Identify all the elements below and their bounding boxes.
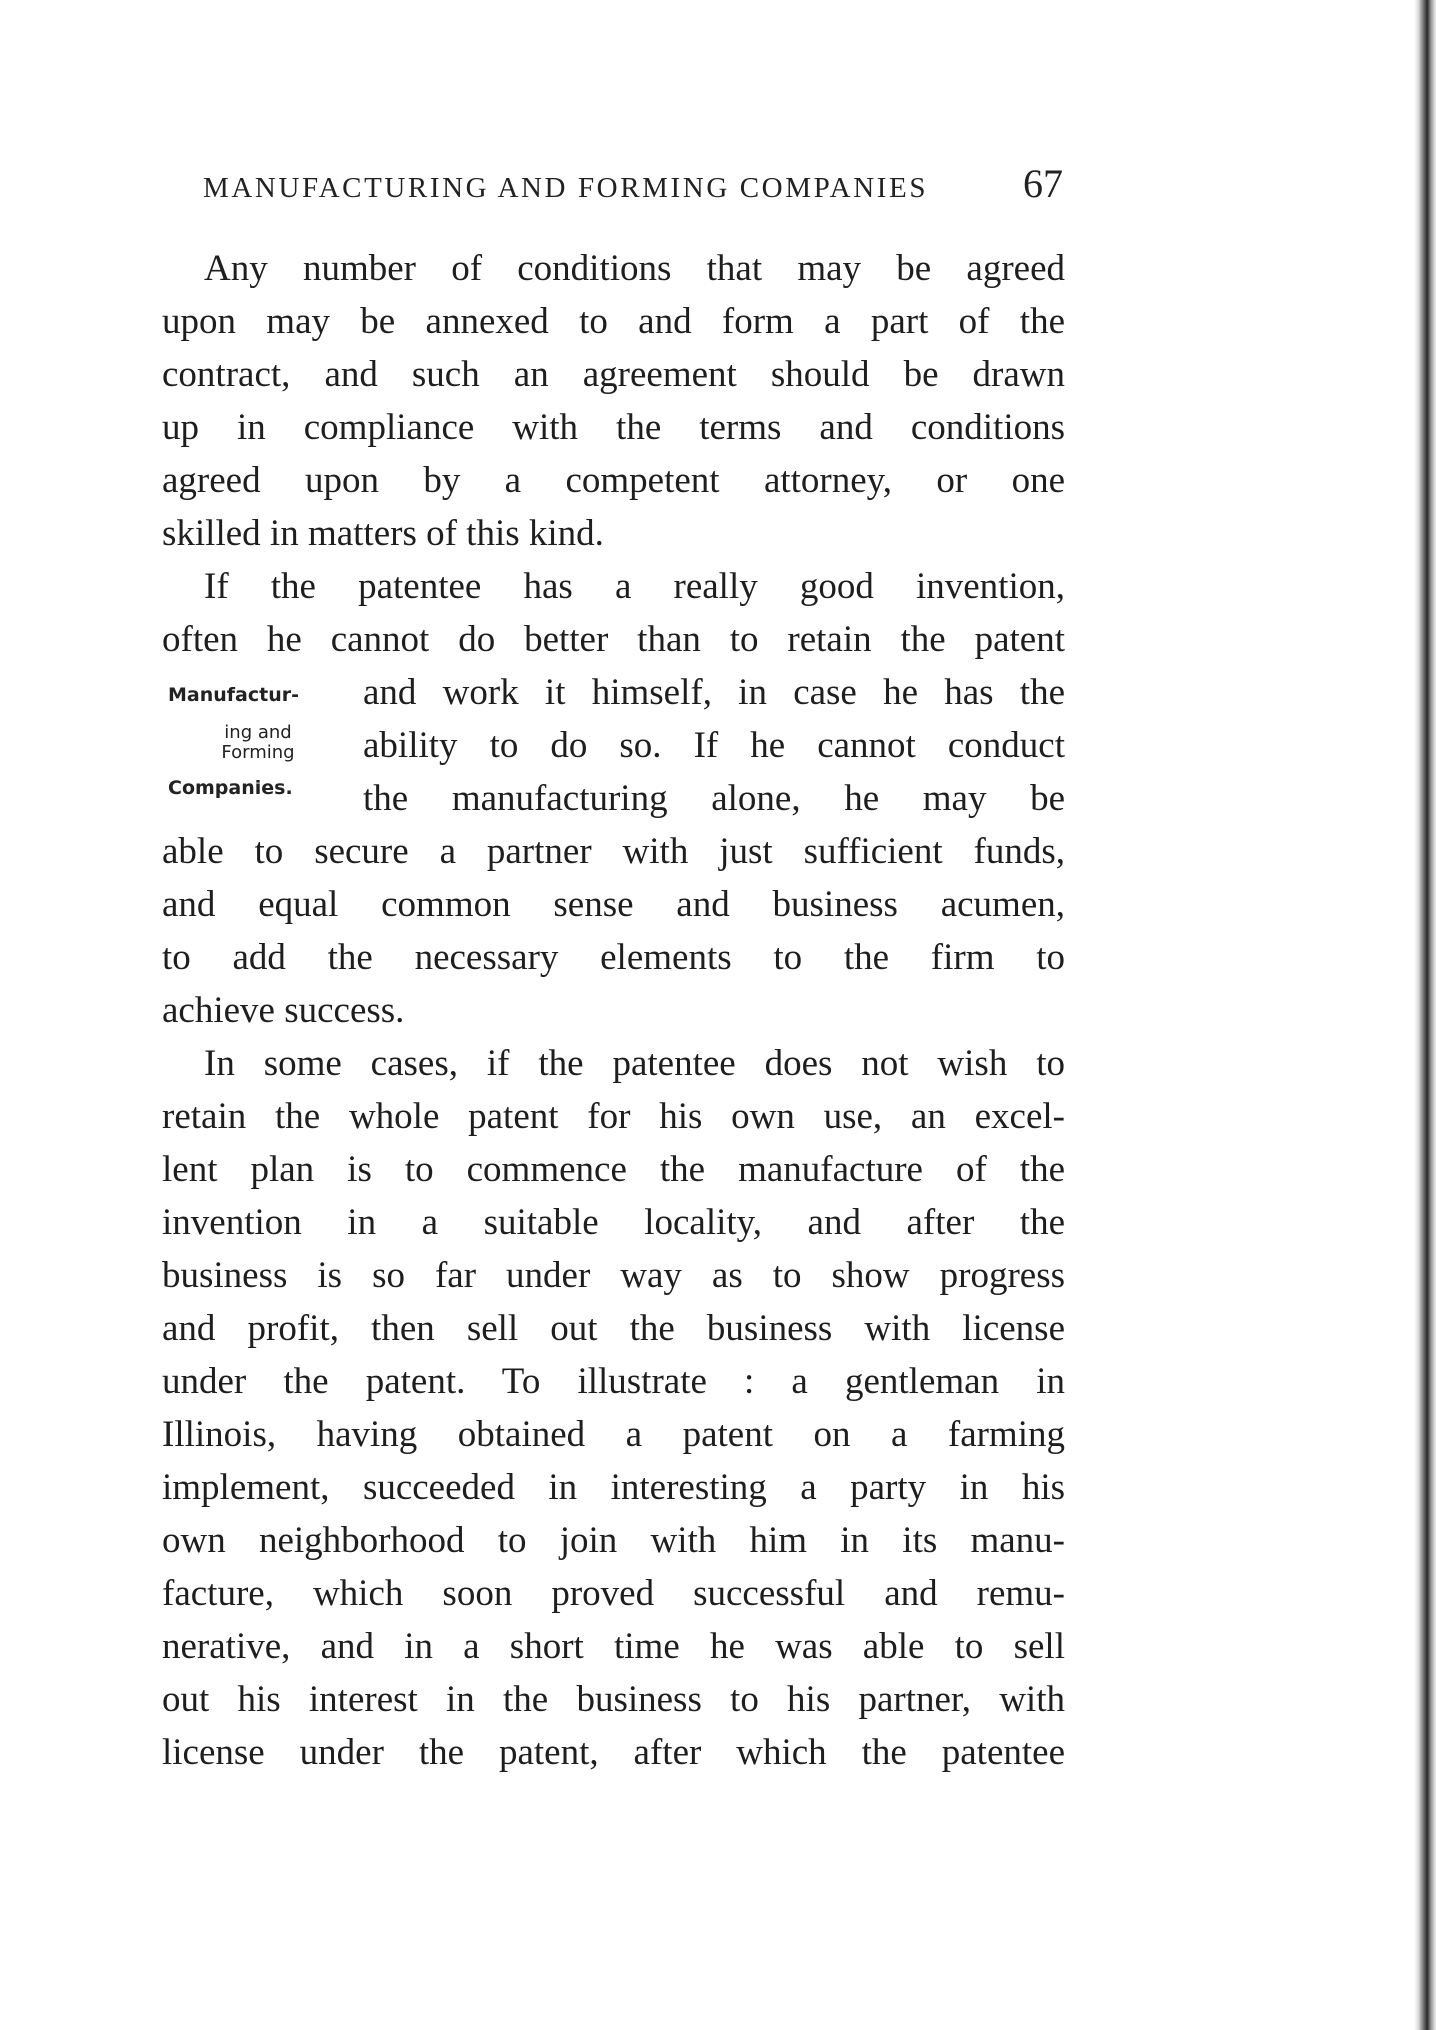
text-line: Illinois, having obtained a patent on a farming — [162, 1414, 1065, 1455]
text-line: and profit, then sell out the business with license — [162, 1308, 1065, 1349]
page-number: 67 — [1023, 161, 1063, 206]
body-text — [162, 242, 1065, 1779]
sidenote-line: Forming — [221, 742, 295, 763]
running-head — [203, 160, 1063, 207]
text-line: own neighborhood to join with him in its manu- — [162, 1520, 1065, 1561]
text-line: and equal common sense and business acumen, — [162, 884, 1065, 925]
text-line: contract, and such an agreement should be drawn — [162, 354, 1065, 395]
text-line: under the patent. To illustrate : a gentleman in — [162, 1361, 1065, 1402]
text-line: the manufacturing alone, he may be — [363, 778, 1065, 819]
text-line: up in compliance with the terms and conditions — [162, 407, 1065, 448]
text-line: invention in a suitable locality, and after the — [162, 1202, 1065, 1243]
sidenote-line: ing and — [224, 722, 292, 743]
text-line: often he cannot do better than to retain the patent — [162, 619, 1065, 660]
text-line: Any number of conditions that may be agreed — [204, 248, 1065, 289]
running-title: MANUFACTURING AND FORMING COMPANIES — [203, 172, 929, 204]
text-line: able to secure a partner with just sufficient funds, — [162, 831, 1065, 872]
text-line: nerative, and in a short time he was able to sell — [162, 1626, 1065, 1667]
text-line: license under the patent, after which the patentee — [162, 1732, 1065, 1773]
text-line: business is so far under way as to show progress — [162, 1255, 1065, 1296]
text-line: retain the whole patent for his own use, an excel- — [162, 1096, 1065, 1137]
text-line: achieve success. — [162, 990, 405, 1031]
text-line: ability to do so. If he cannot conduct — [363, 725, 1065, 766]
text-line: lent plan is to commence the manufacture of the — [162, 1149, 1065, 1190]
text-line: upon may be annexed to and form a part of the — [162, 301, 1065, 342]
book-binding-shadow — [1414, 0, 1436, 2030]
text-line: and work it himself, in case he has the — [363, 672, 1065, 713]
text-line: If the patentee has a really good invention, — [204, 566, 1065, 607]
text-line: In some cases, if the patentee does not wish to — [204, 1043, 1065, 1084]
text-line: facture, which soon proved successful and remu- — [162, 1573, 1065, 1614]
text-line: out his interest in the business to his partner, with — [162, 1679, 1065, 1720]
text-line: to add the necessary elements to the firm to — [162, 937, 1065, 978]
text-line: skilled in matters of this kind. — [162, 513, 604, 554]
sidenote-line: Companies. — [168, 777, 293, 799]
text-line: agreed upon by a competent attorney, or one — [162, 460, 1065, 501]
text-line: implement, succeeded in interesting a party in his — [162, 1467, 1065, 1508]
sidenote-line: Manufactur- — [168, 684, 299, 706]
